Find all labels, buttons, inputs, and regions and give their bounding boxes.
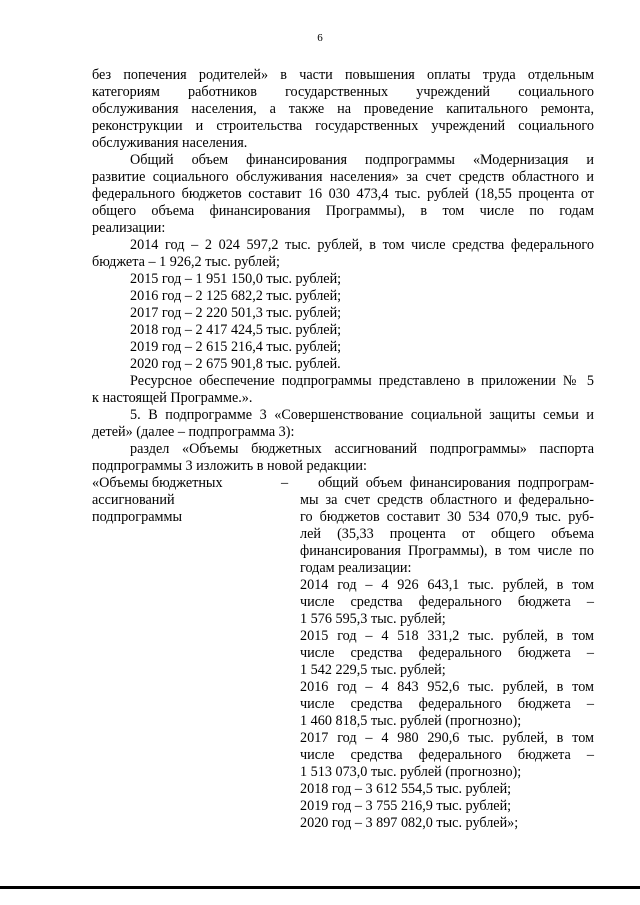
table-value-line: числе средства федерального бюджета –: [300, 594, 594, 610]
body-line: 5. В подпрограмме 3 «Совершенствование социальной защиты семьи и: [130, 407, 594, 423]
table-dash: –: [281, 475, 289, 491]
table-value-line: числе средства федерального бюджета –: [300, 645, 594, 661]
body-line: 2020 год – 2 675 901,8 тыс. рублей.: [130, 356, 341, 372]
table-value-line: 2018 год – 3 612 554,5 тыс. рублей;: [300, 781, 512, 797]
table-value-line: 2016 год – 4 843 952,6 тыс. рублей, в том: [300, 679, 594, 695]
table-value-line: числе средства федерального бюджета –: [300, 696, 594, 712]
body-line: обслуживания населения, а также на проведение капитального ремонта,: [92, 101, 594, 117]
table-label-line: «Объемы бюджетных: [92, 475, 223, 491]
body-line: общего объема финансирования Программы), в том числе по годам: [92, 203, 594, 219]
table-value-line: го бюджетов составит 30 534 070,9 тыс. руб-: [300, 509, 594, 525]
table-value-line: числе средства федерального бюджета –: [300, 747, 594, 763]
table-value-line: 2020 год – 3 897 082,0 тыс. рублей»;: [300, 815, 519, 831]
body-line: развитие социального обслуживания населения» за счет средств областного и: [92, 169, 594, 185]
body-line: реализации:: [92, 220, 166, 236]
table-value-line: 1 460 818,5 тыс. рублей (прогнозно);: [300, 713, 522, 729]
body-line: 2019 год – 2 615 216,4 тыс. рублей;: [130, 339, 342, 355]
table-value-line: 1 542 229,5 тыс. рублей;: [300, 662, 446, 678]
body-line: подпрограммы 3 изложить в новой редакции:: [92, 458, 367, 474]
body-line: категориям работников государственных учреждений социального: [92, 84, 594, 100]
table-value-line: 2015 год – 4 518 331,2 тыс. рублей, в том: [300, 628, 594, 644]
body-line: 2017 год – 2 220 501,3 тыс. рублей;: [130, 305, 342, 321]
body-line: 2014 год – 2 024 597,2 тыс. рублей, в том числе средства федерального: [130, 237, 594, 253]
body-line: без попечения родителей» в части повышения оплаты труда отдельным: [92, 67, 594, 83]
page-number: 6: [317, 32, 323, 44]
table-value-line: 2014 год – 4 926 643,1 тыс. рублей, в том: [300, 577, 594, 593]
table-value-line: лей (35,33 процента от общего объема: [300, 526, 594, 542]
body-line: реконструкции и строительства государственных учреждений социального: [92, 118, 594, 134]
body-line: к настоящей Программе.».: [92, 390, 253, 406]
body-line: Ресурсное обеспечение подпрограммы представлено в приложении № 5: [130, 373, 594, 389]
body-line: федерального бюджетов составит 16 030 473,4 тыс. рублей (18,55 процента от: [92, 186, 594, 202]
table-value-line: мы за счет средств областного и федерально-: [300, 492, 594, 508]
body-line: детей» (далее – подпрограмма 3):: [92, 424, 295, 440]
table-value-line: 2019 год – 3 755 216,9 тыс. рублей;: [300, 798, 512, 814]
table-value-line: общий объем финансирования подпрограм-: [318, 475, 594, 491]
table-value-line: финансирования Программы), в том числе по: [300, 543, 594, 559]
body-line: обслуживания населения.: [92, 135, 248, 151]
table-value-line: годам реализации:: [300, 560, 412, 576]
body-line: Общий объем финансирования подпрограммы «Модернизация и: [130, 152, 594, 168]
body-line: 2015 год – 1 951 150,0 тыс. рублей;: [130, 271, 342, 287]
body-line: раздел «Объемы бюджетных ассигнований подпрограммы» паспорта: [130, 441, 594, 457]
table-value-line: 1 576 595,3 тыс. рублей;: [300, 611, 446, 627]
body-line: 2016 год – 2 125 682,2 тыс. рублей;: [130, 288, 342, 304]
bottom-rule: [0, 886, 640, 889]
body-line: 2018 год – 2 417 424,5 тыс. рублей;: [130, 322, 342, 338]
body-line: бюджета – 1 926,2 тыс. рублей;: [92, 254, 280, 270]
table-value-line: 1 513 073,0 тыс. рублей (прогнозно);: [300, 764, 522, 780]
table-value-line: 2017 год – 4 980 290,6 тыс. рублей, в том: [300, 730, 594, 746]
table-label-line: ассигнований: [92, 492, 175, 508]
table-label-line: подпрограммы: [92, 509, 182, 525]
